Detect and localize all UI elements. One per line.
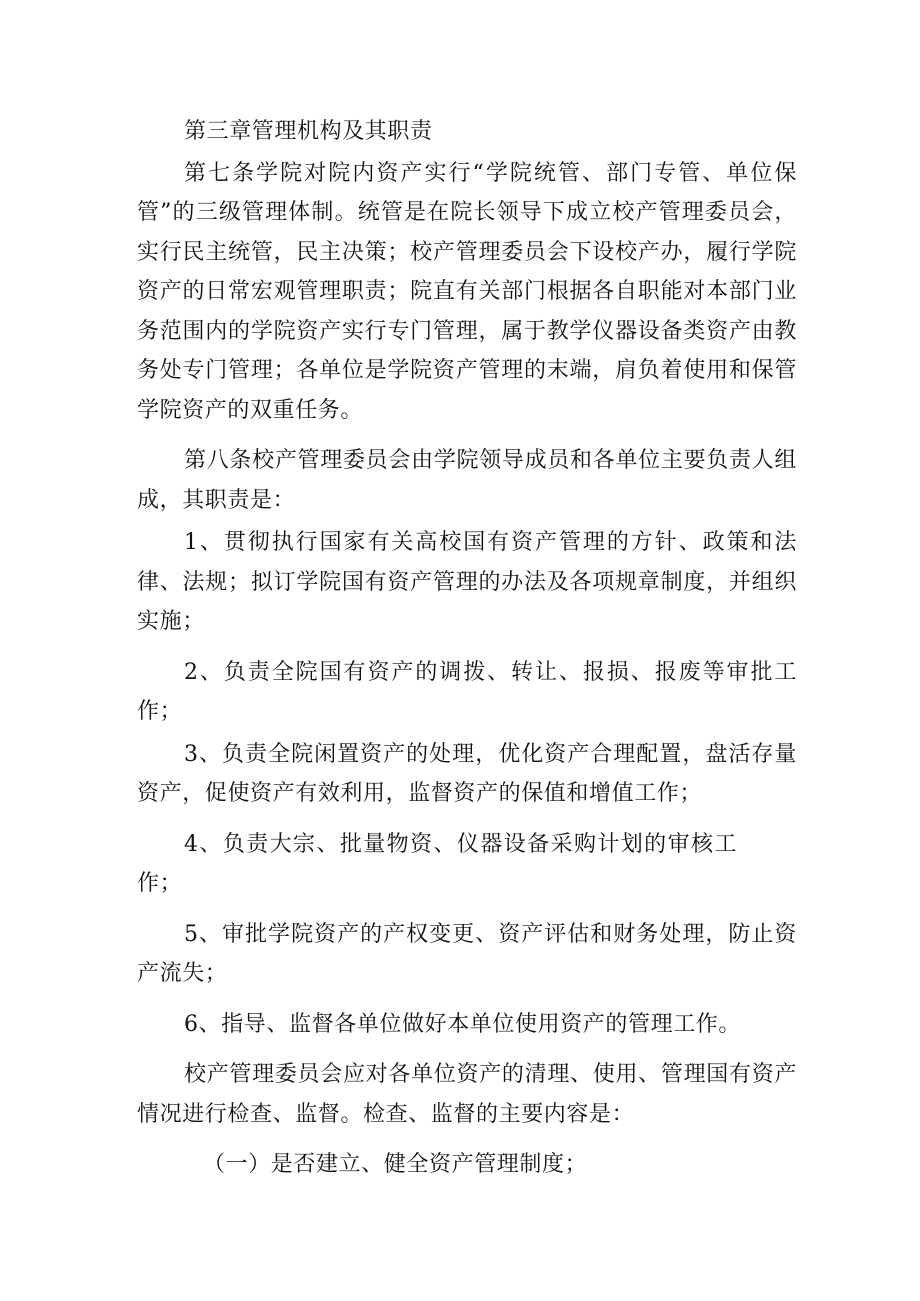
duty-item-6: 6、指导、监督各单位做好本单位使用资产的管理工作。 [184, 1011, 741, 1037]
chapter-heading: 第三章管理机构及其职责 [184, 119, 433, 144]
duty-item-5: 5、审批学院资产的产权变更、资产评估和财务处理，防止资产流失； [137, 921, 797, 986]
document-body [137, 112, 797, 1196]
article-7-paragraph: 第七条学院对院内资产实行“学院统管、部门专管、单位保管”的三级管理体制。统管是在院长领导下成立校产管理委员会，实行民主统管，民主决策；校产管理委员会下设校产办，履行学院资产的日常宏观管理职责；院直有关部门根据各自职能对本部门业务范围内的学院资产实行专门管理，属于教学仪器设备类资产由教务处专门管理；各单位是学院资产管理的末端，肩负着使用和保管学院资产的双重任务。 [137, 160, 797, 423]
duty-item-4: 4、负责大宗、批量物资、仪器设备采购计划的审核工作； [137, 831, 737, 896]
duty-item-2: 2、负责全院国有资产的调拨、转让、报损、报废等审批工作； [137, 659, 797, 724]
duty-item-3: 3、负责全院闲置资产的处理，优化资产合理配置，盘活存量资产，促使资产有效利用，监督资产的保值和增值工作； [137, 741, 797, 806]
article-8-paragraph: 第八条校产管理委员会由学院领导成员和各单位主要负责人组成，其职责是： [137, 448, 797, 513]
duty-item-1: 1、贯彻执行国家有关高校国有资产管理的方针、政策和法律、法规；拟订学院国有资产管理的办法及各项规章制度，并组织实施； [137, 530, 797, 634]
inspection-paragraph: 校产管理委员会应对各单位资产的清理、使用、管理国有资产情况进行检查、监督。检查、监督的主要内容是： [137, 1062, 797, 1127]
inspection-item-1: （一）是否建立、健全资产管理制度； [203, 1152, 588, 1177]
